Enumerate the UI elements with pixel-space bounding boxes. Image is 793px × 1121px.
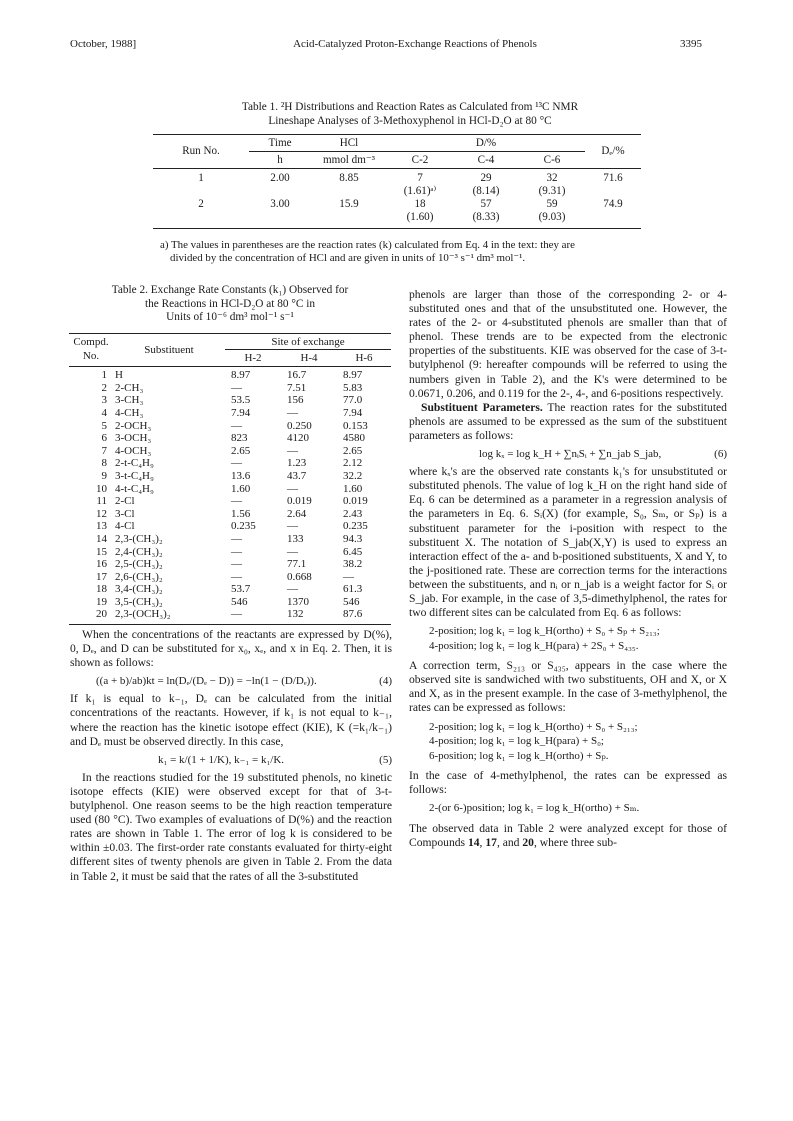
right-column (409, 288, 727, 850)
rate-h2: 7.94 (231, 406, 251, 419)
rate-h4: 43.7 (287, 469, 307, 482)
substituent: 3-CH₃ (115, 394, 144, 407)
equation-line: 6-position; log k₁ = log k_H(ortho) + Sₚ. (429, 749, 609, 762)
equation-5-body: k₁ = k/(1 + 1/K), k₋₁ = k₁/K. (158, 753, 285, 766)
table-row (153, 198, 641, 211)
rate-h4: 7.51 (287, 381, 307, 394)
compound-number: 9 (101, 469, 107, 482)
header-title: Acid-Catalyzed Proton-Exchange Reactions of Phenols (293, 38, 537, 50)
compound-number: 14 (96, 532, 107, 545)
rate-h6: 2.65 (343, 444, 363, 457)
rate-h2: — (231, 495, 242, 508)
rate-h6: 87.6 (343, 608, 363, 621)
substituent: 3,4-(CH₃)₂ (115, 583, 163, 596)
t1-cell: 32 (546, 172, 558, 184)
compound-ref: 17 (485, 835, 497, 849)
equation-4 (70, 674, 392, 688)
substituent: 2-OCH₃ (115, 419, 152, 432)
rate-h4: 0.668 (287, 570, 312, 583)
table2-body (69, 367, 391, 625)
table2-caption-line3: Units of 10⁻⁶ dm³ mol⁻¹ s⁻¹ (166, 311, 294, 323)
rate-h6: 5.83 (343, 381, 363, 394)
substituent: 2,5-(CH₃)₂ (115, 558, 163, 571)
table-row (153, 211, 641, 229)
paragraph-text: , and (496, 835, 523, 849)
t1-cell: 2.00 (270, 172, 290, 184)
rate-h6: 0.153 (343, 419, 368, 432)
t1-cell: 74.9 (603, 198, 623, 210)
compound-number: 17 (96, 570, 107, 583)
table2-caption-line2: the Reactions in HCl-D₂O at 80 °C in (144, 297, 316, 310)
rate-h6: 546 (343, 595, 360, 608)
paragraph: where kₓ's are the observed rate constants k₁'s for unsubstituted or substituted phenols. The value of log k_H on the right hand side of Eq. 6 can be determined as a parameter in a regression analysis of the parameters in Eq. 6. Sᵢ(X) (for example, S₀, Sₘ, or Sₚ) is a substituent parameter for the i-position with respect to the substituent X. The notation of S_jab(X,Y) is used to express an interaction effect of the a- and b-positioned substituents, X and Y, to the j-positioned rate. These are correction terms for the interactions between the substituents, and nᵢ or n_jab is a weight factor for Sᵢ or S_jab. For example, in the case of 3,5-dimethylphenol, the rates for two different sites can be calculated from Eq. 6 as follows: (409, 465, 727, 620)
t1-cell: 3.00 (270, 198, 290, 210)
table-row (69, 367, 391, 382)
table1-caption (150, 100, 670, 128)
compound-number: 3 (101, 394, 107, 407)
t1-cell: (9.31) (538, 185, 566, 197)
compound-number: 11 (96, 495, 107, 508)
table-row (69, 508, 391, 521)
section-heading: Substituent Parameters. (421, 400, 543, 414)
t1-header-time: Time (268, 136, 292, 149)
t1-cell: (1.61)ᵃ⁾ (403, 185, 437, 197)
paragraph: When the concentrations of the reactants are expressed by D(%), 0, Dₑ, and D can be substituted for x₀, xₑ, and x in Eq. 2. Then, it is shown as follows: (70, 628, 392, 670)
rate-h4: 16.7 (287, 369, 307, 382)
rate-h4: 1370 (287, 595, 309, 608)
substituent: 2,4-(CH₃)₂ (115, 545, 163, 558)
rate-h6: 7.94 (343, 406, 363, 419)
t1-cell: (9.03) (538, 211, 566, 223)
rate-h2: 2.65 (231, 444, 251, 457)
table1-footnote-line1: a) The values in parentheses are the reaction rates (k) calculated from Eq. 4 in the text: they are (160, 239, 575, 251)
rate-h4: 132 (287, 608, 304, 621)
rate-h2: — (231, 532, 242, 545)
equation-line: 4-position; log k₁ = log k_H(para) + S₀; (429, 735, 604, 748)
equation-list-c (409, 801, 727, 816)
t1-cell: 15.9 (339, 198, 359, 210)
table1 (153, 134, 641, 229)
t1-header-de: Dₑ/% (585, 135, 641, 169)
paragraph: phenols are larger than those of the corresponding 2- or 4-substituted ones and that of the unsubstituted one. However, the rates of the 2- or 4-substituted phenols are smaller than that of phenol. These trends are to be expected from the electronic properties of the substituents. KIE was observed for the case of 3-t-butylphenol (9: hereafter compounds will be referred to using the numbers given in Table 2), and the K's were determined to be 0.0671, 0.206, and 0.119 for the 2-, 4-, and 6-positions respectively. (409, 288, 727, 400)
paragraph-text: , where three sub- (533, 835, 618, 849)
rate-h6: 77.0 (343, 394, 363, 407)
table-row (69, 382, 391, 395)
t2-header-h6: H-6 (337, 349, 391, 367)
paragraph-text: , (479, 835, 486, 849)
table-row (69, 558, 391, 571)
rate-h6: 6.45 (343, 545, 363, 558)
table-row (69, 546, 391, 559)
table-row (69, 407, 391, 420)
table-row (69, 533, 391, 546)
page-number: 3395 (680, 38, 702, 50)
rate-h6: 0.235 (343, 520, 368, 533)
compound-ref: 14 (467, 835, 480, 849)
compound-number: 2 (101, 381, 107, 394)
rate-h4: 0.250 (287, 419, 312, 432)
rate-h6: 32.2 (343, 469, 363, 482)
table-row (69, 457, 391, 470)
rate-h4: 1.23 (287, 457, 307, 470)
rate-h6: 2.43 (343, 507, 363, 520)
paragraph: A correction term, S₂₁₃ or S₄₃₅, appears in the case where the observed site is sandwiched with two substituents, OH and X, or X and X, as in the present example. In the case of 3-methylphenol, the rates can be expressed as follows: (409, 659, 727, 715)
table1-footnote (160, 239, 640, 265)
rate-h4: — (287, 482, 298, 495)
t2-header-site: Site of exchange (271, 336, 345, 348)
equation-list-a (409, 624, 727, 653)
table2-caption-line1: Table 2. Exchange Rate Constants (k₁) Observed for (111, 284, 349, 296)
rate-h6: 38.2 (343, 558, 363, 571)
t1-header-d: D/% (475, 136, 497, 149)
compound-number: 1 (101, 369, 107, 382)
paragraph-text: The observed data in Table 2 were analyzed except for those of Compounds (409, 821, 727, 849)
paragraph-text: The reaction rates for the substituted phenols are assumed to be expressed as the sum of the substituent parameters as follows: (409, 400, 727, 442)
rate-h6: 61.3 (343, 583, 363, 596)
rate-h2: 13.6 (231, 469, 251, 482)
rate-h2: — (231, 608, 242, 621)
compound-number: 7 (101, 444, 107, 457)
rate-h4: — (287, 583, 298, 596)
rate-h4: — (287, 520, 298, 533)
t1-header-time-unit: h (249, 152, 311, 169)
compound-number: 10 (96, 482, 107, 495)
rate-h6: 2.12 (343, 457, 363, 470)
rate-h6: 1.60 (343, 482, 363, 495)
table-row (69, 420, 391, 433)
t1-cell: 8.85 (339, 172, 359, 184)
substituent: 2,3-(OCH₃)₂ (115, 608, 171, 621)
equation-5-number: (5) (379, 753, 392, 766)
compound-number: 20 (96, 608, 107, 621)
table-row (69, 583, 391, 596)
equation-line: 2-position; log k₁ = log k_H(ortho) + S₀ + Sₚ + S₂₁₃; (429, 625, 660, 638)
compound-number: 8 (101, 457, 107, 470)
rate-h2: — (231, 545, 242, 558)
substituent: 3-Cl (115, 507, 135, 520)
table-row (69, 470, 391, 483)
rate-h4: 4120 (287, 432, 309, 445)
t1-cell: 29 (480, 172, 492, 184)
t2-header-compd: Compd. (73, 336, 109, 349)
t1-cell: (8.14) (472, 185, 500, 197)
equation-list-b (409, 720, 727, 764)
compound-number: 5 (101, 419, 107, 432)
rate-h2: 1.56 (231, 507, 251, 520)
compound-number: 19 (96, 595, 107, 608)
rate-h4: 133 (287, 532, 304, 545)
t1-cell: (1.60) (406, 211, 434, 223)
rate-h4: — (287, 444, 298, 457)
t2-header-h2: H-2 (225, 349, 281, 367)
t1-cell: (8.33) (472, 211, 500, 223)
paragraph: In the case of 4-methylphenol, the rates can be expressed as follows: (409, 769, 727, 797)
t1-header-run: Run No. (153, 135, 249, 169)
t1-header-hcl-unit: mmol dm⁻³ (311, 152, 387, 169)
paragraph: If k₁ is equal to k₋₁, Dₑ can be calculated from the initial concentrations of the reactants. However, if k₁ is not equal to k₋₁, where the reaction has the kinetic isotope effect (KIE), K (=k₁/k₋₁) and Dₑ must be observed directly. In this case, (70, 692, 392, 748)
table1-caption-line1: Table 1. ²H Distributions and Reaction Rates as Calculated from ¹³C NMR (241, 101, 579, 113)
substituent: 3-OCH₃ (115, 432, 152, 445)
substituent: 4-CH₃ (115, 406, 144, 419)
rate-h2: — (231, 558, 242, 571)
substituent: 2-CH₃ (115, 381, 144, 394)
table2 (69, 333, 391, 625)
t1-cell: 7 (417, 172, 423, 184)
t2-header-no: No. (82, 350, 100, 363)
rate-h6: 8.97 (343, 369, 363, 382)
substituent: 4-Cl (115, 520, 135, 533)
rate-h2: 1.60 (231, 482, 251, 495)
equation-line: 2-position; log k₁ = log k_H(ortho) + S₀ + S₂₁₃; (429, 720, 638, 733)
substituent: 2,6-(CH₃)₂ (115, 570, 163, 583)
substituent: 2-t-C₄H₉ (115, 457, 154, 470)
table1-caption-line2: Lineshape Analyses of 3-Methoxyphenol in HCl-D₂O at 80 °C (268, 115, 552, 127)
substituent: 2-Cl (115, 495, 135, 508)
rate-h6: — (343, 570, 354, 583)
compound-number: 4 (101, 406, 107, 419)
table-row (69, 432, 391, 445)
table2-caption (70, 284, 390, 325)
table-row (69, 571, 391, 584)
rate-h4: 156 (287, 394, 304, 407)
equation-5 (70, 753, 392, 767)
t1-header-c4: C-4 (453, 152, 519, 169)
paragraph (409, 822, 727, 850)
rate-h2: — (231, 570, 242, 583)
rate-h2: — (231, 457, 242, 470)
table-row (69, 495, 391, 508)
rate-h4: 2.64 (287, 507, 307, 520)
rate-h2: 546 (231, 595, 248, 608)
equation-6 (409, 447, 727, 461)
rate-h4: 77.1 (287, 558, 307, 571)
paragraph (409, 401, 727, 443)
table-row (69, 520, 391, 533)
rate-h2: — (231, 381, 242, 394)
table-row (69, 596, 391, 609)
equation-line: 2-(or 6-)position; log k₁ = log k_H(ortho) + Sₘ. (429, 802, 640, 815)
compound-number: 13 (96, 520, 107, 533)
equation-4-number: (4) (379, 675, 392, 688)
substituent: 3,5-(CH₃)₂ (115, 595, 163, 608)
table1-footnote-line2: divided by the concentration of HCl and are given in units of 10⁻³ s⁻¹ dm³ mol⁻¹. (170, 252, 526, 264)
t2-header-h4: H-4 (281, 349, 337, 367)
t1-header-c2: C-2 (387, 152, 453, 169)
left-column (70, 628, 392, 884)
compound-number: 18 (96, 583, 107, 596)
compound-number: 15 (96, 545, 107, 558)
table-row (153, 185, 641, 198)
t1-cell: 57 (480, 198, 492, 210)
equation-4-body: ((a + b)/ab)kt = ln(Dₑ/(Dₑ − D)) = −ln(1 − (D/Dₑ)). (96, 675, 317, 688)
compound-number: 6 (101, 432, 107, 445)
rate-h2: 823 (231, 432, 248, 445)
t1-cell: 18 (414, 198, 426, 210)
t1-cell: 59 (546, 198, 558, 210)
rate-h4: — (287, 545, 298, 558)
rate-h2: 0.235 (231, 520, 256, 533)
rate-h6: 4580 (343, 432, 365, 445)
t2-header-substituent: Substituent (113, 334, 225, 367)
substituent: 4-t-C₄H₉ (115, 482, 154, 495)
rate-h2: 53.7 (231, 583, 251, 596)
paragraph: In the reactions studied for the 19 substituted phenols, no kinetic isotope effects (KIE) were observed except for that of 3-t-butylphenol. One reason seems to be the high reaction temperature used (80 °C). Two examples of evaluations of D(%) and the reaction rates are shown in Table 1. The error of log k is considered to be within ±0.03. The first-order rate constants evaluated for thirty-eight different sites of twenty phenols are given in Table 2. From the data in Table 2, it must be said that the rates of all the 3-substituted (70, 770, 392, 883)
compound-number: 16 (96, 558, 107, 571)
equation-6-body: log kₓ = log k_H + ∑nᵢSᵢ + ∑n_jab S_jab, (479, 448, 662, 461)
table-row (69, 394, 391, 407)
rate-h4: 0.019 (287, 495, 312, 508)
rate-h2: 53.5 (231, 394, 251, 407)
rate-h2: — (231, 419, 242, 432)
equation-line: 4-position; log k₁ = log k_H(para) + 2S₀ + S₄₃₅. (429, 639, 639, 652)
substituent: 3-t-C₄H₉ (115, 469, 154, 482)
compound-number: 12 (96, 507, 107, 520)
substituent: 2,3-(CH₃)₂ (115, 532, 163, 545)
t1-cell: 2 (198, 198, 204, 210)
table-row (69, 608, 391, 624)
table-row (69, 445, 391, 458)
header-date: October, 1988] (70, 38, 137, 50)
t1-cell: 71.6 (603, 172, 623, 184)
t1-header-c6: C-6 (519, 152, 585, 169)
rate-h6: 0.019 (343, 495, 368, 508)
table-row (153, 169, 641, 186)
t1-cell: 1 (198, 172, 204, 184)
compound-ref: 20 (522, 835, 534, 849)
t1-header-hcl: HCl (339, 136, 359, 149)
substituent: H (115, 369, 123, 382)
substituent: 4-OCH₃ (115, 444, 152, 457)
equation-6-number: (6) (714, 448, 727, 461)
rate-h4: — (287, 406, 298, 419)
rate-h6: 94.3 (343, 532, 363, 545)
table-row (69, 483, 391, 496)
rate-h2: 8.97 (231, 369, 251, 382)
